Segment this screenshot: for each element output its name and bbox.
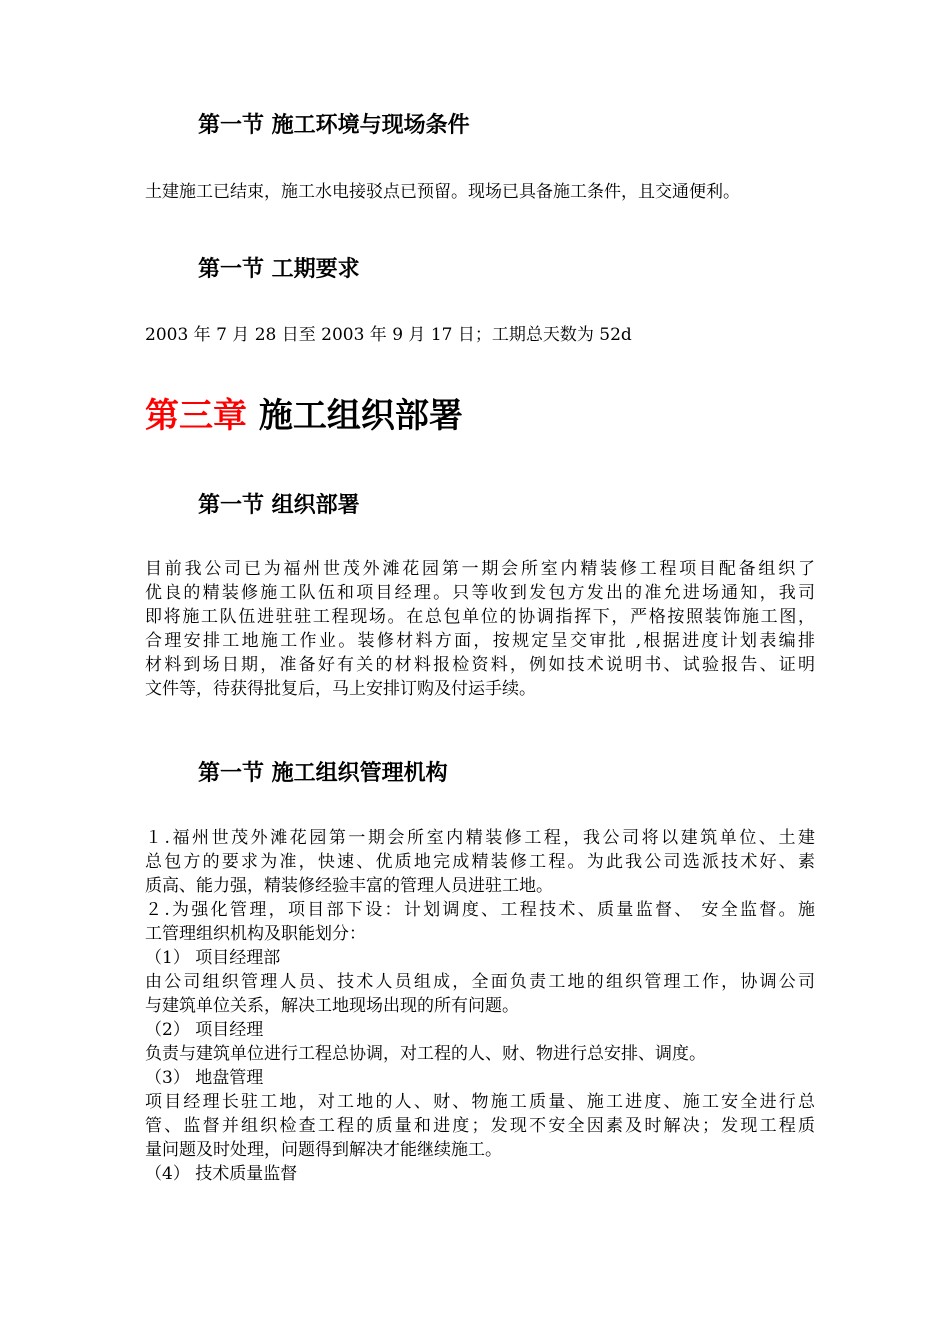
paragraph-line: 负责与建筑单位进行工程总协调，对工程的人、财、物进行总安排、调度。 — [145, 1044, 706, 1064]
paragraph-line: 质高、能力强，精装修经验丰富的管理人员进驻工地。 — [145, 876, 553, 896]
section-title-schedule: 第一节 工期要求 — [198, 257, 360, 282]
paragraph-line: ２.为强化管理，项目部下设：计划调度、工程技术、质量监督、 安全监督。施 — [145, 900, 815, 920]
paragraph-line: 材料到场日期，准备好有关的材料报检资料，例如技术说明书、试验报告、证明 — [145, 655, 815, 675]
section-title-site-conditions: 第一节 施工环境与现场条件 — [198, 113, 470, 138]
list-heading: （2） 项目经理 — [145, 1020, 264, 1040]
paragraph-line: １.福州世茂外滩花园第一期会所室内精装修工程，我公司将以建筑单位、土建 — [145, 828, 815, 848]
paragraph-line: 量问题及时处理，问题得到解决才能继续施工。 — [145, 1140, 502, 1160]
paragraph-line: 工管理组织机构及职能划分： — [145, 924, 366, 944]
paragraph-line: 项目经理长驻工地，对工地的人、财、物施工质量、施工进度、施工安全进行总 — [145, 1092, 815, 1112]
management-paragraph — [145, 826, 815, 1186]
chapter-title — [145, 394, 463, 438]
paragraph-line: 目前我公司已为福州世茂外滩花园第一期会所室内精装修工程项目配备组织了 — [145, 559, 815, 579]
paragraph-line: 与建筑单位关系，解决工地现场出现的所有问题。 — [145, 996, 519, 1016]
schedule-text: 2003 年 7 月 28 日至 2003 年 9 月 17 日；工期总天数为 52d — [145, 325, 632, 345]
paragraph-line: 优良的精装修施工队伍和项目经理。只等收到发包方发出的准允进场通知，我司 — [145, 583, 815, 603]
site-conditions-text: 土建施工已结束，施工水电接驳点已预留。现场已具备施工条件，且交通便利。 — [145, 182, 740, 202]
section-title-management: 第一节 施工组织管理机构 — [198, 761, 448, 786]
paragraph-line: 文件等，待获得批复后，马上安排订购及付运手续。 — [145, 679, 536, 699]
paragraph-line: 合理安排工地施工作业。装修材料方面，按规定呈交审批 ,根据进度计划表编排 — [145, 631, 815, 651]
section-title-organization: 第一节 组织部署 — [198, 493, 360, 518]
list-heading: （4） 技术质量监督 — [145, 1164, 298, 1184]
chapter-name: 施工组织部署 — [258, 396, 463, 436]
chapter-number: 第三章 — [145, 396, 247, 436]
organization-paragraph — [145, 557, 815, 701]
paragraph-line: 即将施工队伍进驻驻工程现场。在总包单位的协调指挥下，严格按照装饰施工图， — [145, 607, 815, 627]
list-heading: （1） 项目经理部 — [145, 948, 281, 968]
list-heading: （3） 地盘管理 — [145, 1068, 264, 1088]
paragraph-line: 由公司组织管理人员、技术人员组成，全面负责工地的组织管理工作，协调公司 — [145, 972, 815, 992]
paragraph-line: 管、监督并组织检查工程的质量和进度；发现不安全因素及时解决；发现工程质 — [145, 1116, 815, 1136]
paragraph-line: 总包方的要求为准，快速、优质地完成精装修工程。为此我公司选派技术好、素 — [145, 852, 815, 872]
